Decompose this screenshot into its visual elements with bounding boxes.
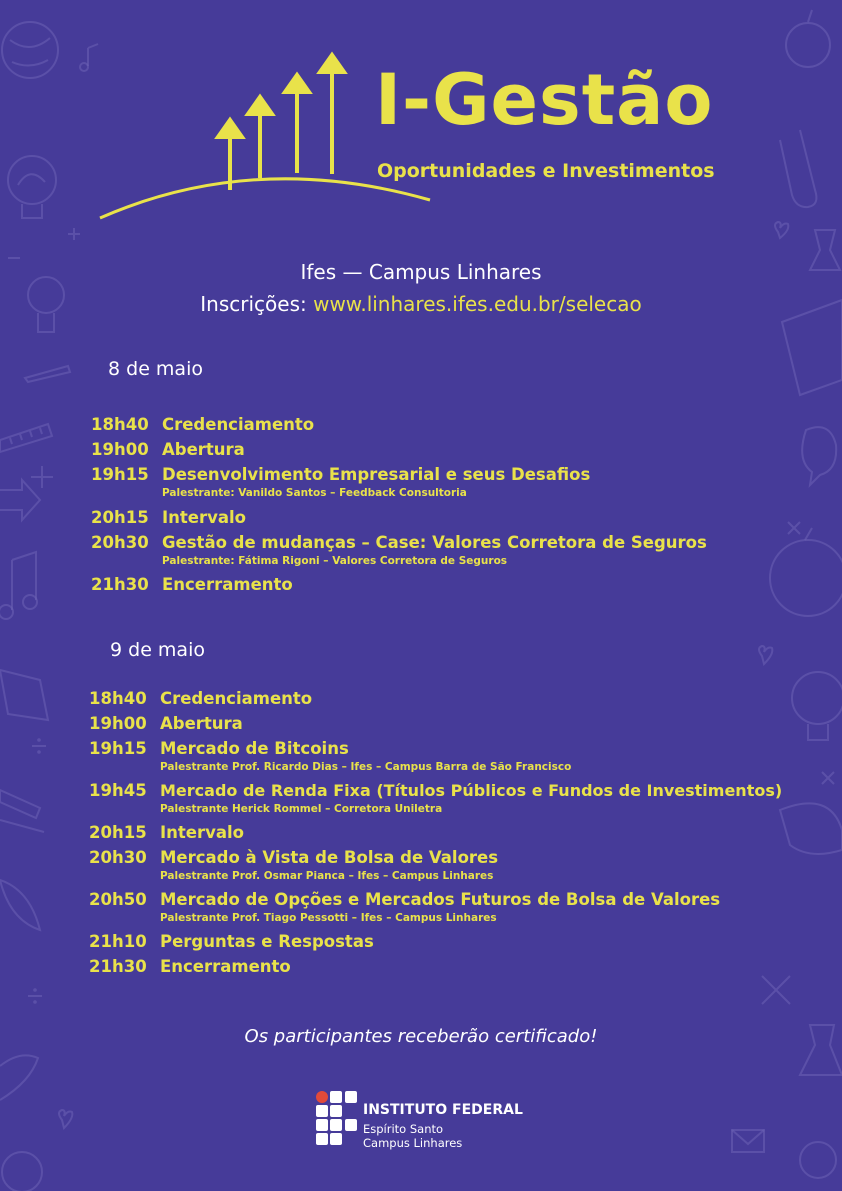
certificate-note: Os participantes receberão certificado! (244, 1026, 598, 1047)
schedule-title: Gestão de mudanças – Case: Valores Corretora de Seguros (162, 533, 707, 552)
schedule-title: Abertura (160, 714, 243, 733)
institution-campus: Campus Linhares (363, 1136, 463, 1150)
schedule-title: Credenciamento (160, 689, 313, 708)
schedule-speaker: Palestrante: Fátima Rigoni – Valores Corretora de Seguros (162, 555, 508, 567)
plus-icon (31, 466, 53, 488)
heart-icon (759, 646, 772, 664)
lightbulb-icon (792, 672, 842, 740)
day-title: 8 de maio (108, 358, 203, 380)
paperclip-icon (780, 130, 816, 207)
schedule-speaker: Palestrante Herick Rommel – Corretora Uniletra (160, 803, 443, 815)
schedule-title: Intervalo (162, 508, 246, 527)
globe-icon (2, 22, 58, 78)
arrow-icon (0, 480, 40, 520)
heart-icon (775, 222, 788, 238)
registration (0, 292, 842, 316)
apple-icon (786, 10, 830, 67)
lightbulb-icon (8, 156, 56, 218)
schedule-time: 20h30 (91, 533, 149, 552)
divide-icon (32, 738, 46, 754)
schedule-time: 18h40 (89, 689, 147, 708)
schedule-time: 20h15 (89, 823, 147, 842)
schedule-time: 19h15 (89, 739, 147, 758)
apple-icon (770, 528, 842, 616)
registration-link[interactable]: www.linhares.ifes.edu.br/selecao (313, 292, 642, 316)
ifes-logo-icon (315, 1090, 359, 1146)
pen-icon (25, 366, 70, 382)
globe-icon (2, 1152, 42, 1191)
venue: Ifes — Campus Linhares (300, 260, 542, 284)
day-title: 9 de maio (110, 639, 205, 661)
event-title: I-Gestão (375, 59, 714, 141)
event-subtitle: Oportunidades e Investimentos (377, 160, 715, 182)
schedule-time: 19h45 (89, 781, 147, 800)
lightbulb-icon (800, 1142, 836, 1178)
schedule-title: Mercado de Opções e Mercados Futuros de Bolsa de Valores (160, 890, 721, 909)
schedule-time: 19h00 (89, 714, 147, 733)
close-icon (788, 522, 800, 534)
close-icon (822, 772, 834, 784)
schedule-speaker: Palestrante: Vanildo Santos – Feedback Consultoria (162, 487, 467, 499)
schedule-time: 19h15 (91, 465, 149, 484)
ruler-icon (0, 424, 52, 452)
music-note-icon (0, 552, 37, 619)
schedule-title: Desenvolvimento Empresarial e seus Desafios (162, 465, 591, 484)
schedule-title: Mercado de Bitcoins (160, 739, 349, 758)
schedule-title: Mercado de Renda Fixa (Títulos Públicos e Fundos de Investimentos) (160, 781, 783, 800)
heart-icon (59, 1110, 72, 1128)
chat-bubble-icon (802, 427, 836, 485)
pencil-icon (0, 790, 44, 832)
registration-label: Inscrições: (200, 292, 307, 316)
schedule-speaker: Palestrante Prof. Tiago Pessotti – Ifes – Campus Linhares (160, 912, 497, 924)
schedule-time: 20h15 (91, 508, 149, 527)
schedule-speaker: Palestrante Prof. Osmar Pianca – Ifes – Campus Linhares (160, 870, 494, 882)
envelope-icon (732, 1130, 764, 1152)
schedule-speaker: Palestrante Prof. Ricardo Dias – Ifes – Campus Barra de São Francisco (160, 761, 572, 773)
plus-icon (68, 228, 80, 240)
schedule-title: Mercado à Vista de Bolsa de Valores (160, 848, 499, 867)
schedule-time: 19h00 (91, 440, 149, 459)
schedule-time: 18h40 (91, 415, 149, 434)
schedule-time: 20h50 (89, 890, 147, 909)
institution-name: INSTITUTO FEDERAL (363, 1102, 523, 1118)
schedule-time: 20h30 (89, 848, 147, 867)
schedule-time: 21h30 (91, 575, 149, 594)
schedule-time: 21h10 (89, 932, 147, 951)
schedule-title: Encerramento (160, 957, 291, 976)
close-icon (762, 976, 790, 1004)
book-icon (0, 670, 48, 720)
divide-icon (28, 988, 42, 1004)
schedule-time: 21h30 (89, 957, 147, 976)
schedule-title: Credenciamento (162, 415, 315, 434)
schedule-title: Intervalo (160, 823, 244, 842)
institution-state: Espírito Santo (363, 1122, 444, 1136)
banana-icon (0, 1055, 38, 1100)
leaf-icon (0, 880, 40, 930)
chat-bubble-icon (780, 803, 842, 854)
schedule-title: Perguntas e Respostas (160, 932, 374, 951)
schedule-title: Encerramento (162, 575, 293, 594)
schedule-title: Abertura (162, 440, 245, 459)
